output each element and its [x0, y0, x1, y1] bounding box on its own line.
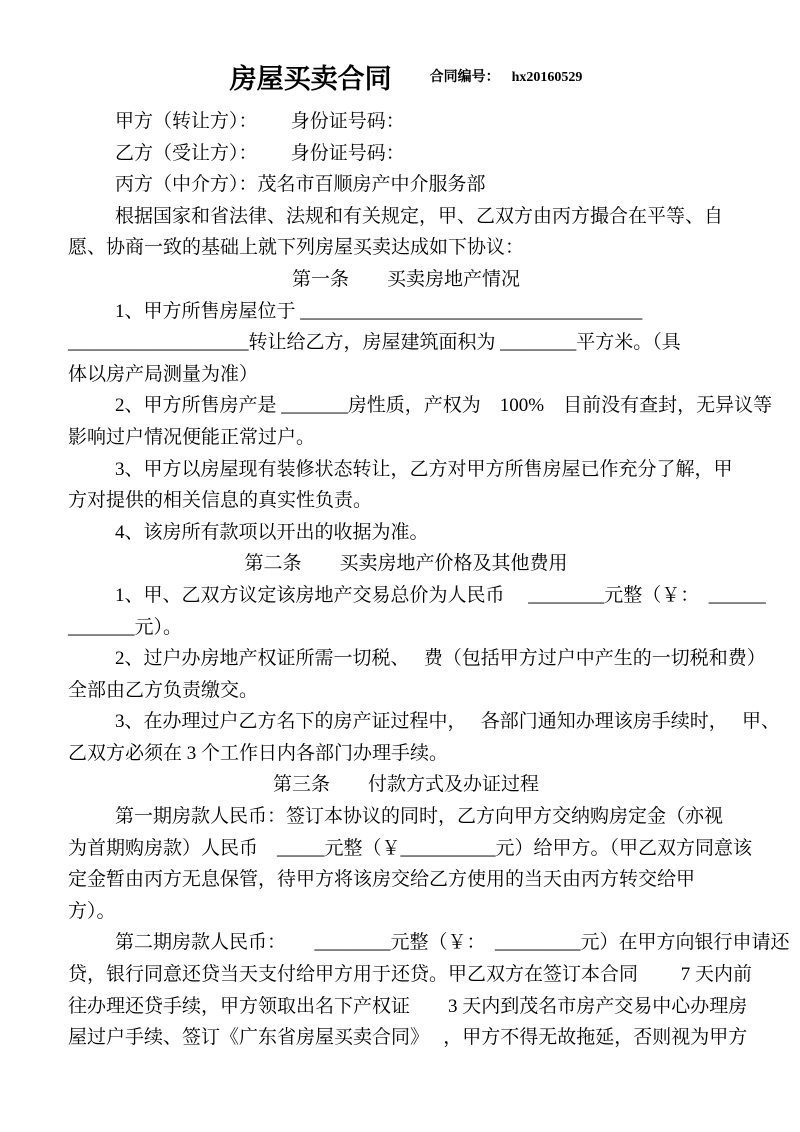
- document-line: 2、过户办房地产权证所需一切税、 费（包括甲方过户中产生的一切税和费）: [115, 648, 766, 670]
- document-line: 2、甲方所售房产是 _______房性质，产权为 100% 目前没有查封，无异议等: [115, 395, 773, 417]
- document-line: 定金暂由丙方无息保管，待甲方将该房交给乙方使用的当天由丙方转交给甲: [68, 869, 696, 891]
- document-line: 方对提供的相关信息的真实性负责。: [68, 490, 373, 512]
- document-lines: [68, 106, 790, 1054]
- contract-number-label: 合同编号：: [429, 70, 500, 85]
- document-line: 第一条 买卖房地产情况: [291, 268, 520, 290]
- document-title: 房屋买卖合同: [229, 63, 392, 94]
- title-row: [68, 54, 744, 98]
- document-line: 体以房产局测量为准）: [68, 363, 259, 385]
- document-line: 往办理还贷手续，甲方领取出名下产权证 3 天内到茂名市房产交易中心办理房: [68, 995, 748, 1017]
- document-line: 第三条 付款方式及办证过程: [272, 774, 539, 796]
- document-line: 影响过户情况便能正常过户。: [68, 426, 316, 448]
- contract-number-group: [430, 66, 583, 86]
- document-line: 屋过户手续、签订《广东省房屋买卖合同》 ，甲方不得无故拖延，否则视为甲方: [68, 1027, 748, 1049]
- document-line: 4、该房所有款项以开出的收据为准。: [115, 521, 429, 543]
- document-line: 方）。: [68, 900, 116, 922]
- document-line: ___________________转让给乙方，房屋建筑面积为 ________平方米。（具: [68, 332, 681, 354]
- document-line: 乙方（受让方）： 身份证号码：: [115, 142, 405, 164]
- document-line: 3、在办理过户乙方名下的房产证过程中， 各部门通知办理该房手续时， 甲、: [115, 711, 781, 733]
- document-line: 根据国家和省法律、法规和有关规定，甲、乙双方由丙方撮合在平等、自: [115, 205, 724, 227]
- document-line: 全部由乙方负责缴交。: [68, 679, 259, 701]
- document-line: _______元）。: [68, 616, 183, 638]
- document-line: 1、甲、乙双方议定该房地产交易总价为人民币 ________元整（￥： ______: [115, 584, 766, 606]
- contract-number-value: hx20160529: [511, 70, 583, 85]
- document-line: 愿、协商一致的基础上就下列房屋买卖达成如下协议：: [68, 237, 525, 259]
- document-line: 丙方（中介方）：茂名市百顺房产中介服务部: [115, 174, 486, 196]
- document-line: 乙双方必须在 3 个工作日内各部门办理手续。: [68, 742, 449, 764]
- document-line: 1、甲方所售房屋位于 ____________________________________: [115, 300, 643, 322]
- document-line: 为首期购房款）人民币 _____元整（￥__________元）给甲方。（甲乙双方同意该: [68, 837, 753, 859]
- document-line: 3、甲方以房屋现有装修状态转让，乙方对甲方所售房屋已作充分了解，甲: [115, 458, 733, 480]
- document-line: 第二条 买卖房地产价格及其他费用: [244, 553, 568, 575]
- document-line: 第二期房款人民币： ________元整（￥： _________元）在甲方向银行申请还: [115, 932, 790, 954]
- document-line: 甲方（转让方）： 身份证号码：: [115, 111, 405, 132]
- document-line: 贷，银行同意还贷当天支付给甲方用于还贷。甲乙双方在签订本合同 7 天内前: [68, 964, 753, 986]
- document-line: 第一期房款人民币：签订本协议的同时，乙方向甲方交纳购房定金（亦视: [115, 806, 724, 828]
